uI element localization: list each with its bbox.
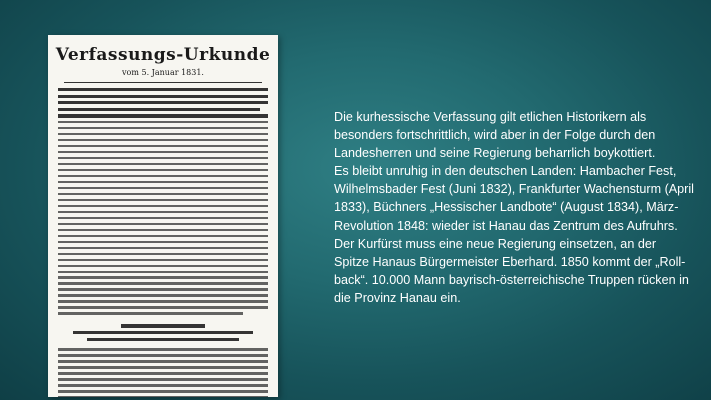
document-text-line <box>58 306 268 309</box>
document-text-line <box>58 121 268 124</box>
document-text-line <box>58 205 268 208</box>
document-text-line <box>58 163 268 166</box>
document-text-line <box>58 312 243 315</box>
document-text-line <box>58 223 268 226</box>
document-text-line <box>58 211 268 214</box>
document-heading-line <box>73 331 254 334</box>
document-text-line <box>58 88 268 91</box>
document-text-line <box>58 133 268 136</box>
document-text-line <box>58 95 268 98</box>
document-rule <box>64 82 262 83</box>
document-text-line <box>58 241 268 244</box>
document-text-line <box>58 378 268 381</box>
document-text-line <box>58 199 268 202</box>
document-text-line <box>58 181 268 184</box>
document-text-line <box>58 101 268 104</box>
document-text-line <box>58 253 268 256</box>
document-text-line <box>58 139 268 142</box>
paragraph-1: Die kurhessische Verfassung gilt etlichen Historikern als besonders fortschrittlich, wird aber in der Folge durch den Landesherren und seine Regierung beharrlich boykottiert. <box>334 110 656 161</box>
document-text-line <box>58 271 268 274</box>
document-text-line <box>58 288 268 291</box>
document-text-line <box>58 169 268 172</box>
document-text-line <box>58 193 268 196</box>
document-date: vom 5. Januar 1831. <box>122 68 204 77</box>
document-text-line <box>58 175 268 178</box>
document-title: Verfassungs-Urkunde <box>55 45 271 65</box>
document-text-line <box>58 294 268 297</box>
document-text-line <box>58 108 260 111</box>
document-text-line <box>58 348 268 351</box>
document-text-lines <box>58 88 268 397</box>
document-text-line <box>58 187 268 190</box>
document-text-line <box>58 114 268 117</box>
document-heading-line <box>121 324 205 327</box>
document-text-line <box>58 396 268 397</box>
document-text-line <box>58 259 268 262</box>
document-text-line <box>58 229 268 232</box>
document-text-line <box>58 282 268 285</box>
document-image <box>48 35 278 397</box>
document-text-line <box>58 360 268 363</box>
document-text-line <box>58 235 268 238</box>
document-text-line <box>58 366 268 369</box>
document-text-line <box>58 390 268 393</box>
document-heading-line <box>87 338 238 341</box>
document-text-line <box>58 354 268 357</box>
document-text-line <box>58 151 268 154</box>
slide-text <box>334 108 694 307</box>
document-text-line <box>58 145 268 148</box>
paragraph-2: Es bleibt unruhig in den deutschen Landen: Hambacher Fest, Wilhelmsbader Fest (Juni 1832), Frankfurter Wachensturm (April 1833), Büchners „Hessischer Landbote“ (August 1834), März-Revolution 1848: wieder ist Hanau das Zentrum des Aufruhrs. Der Kurfürst muss eine neue Regierung einsetzen, an der Spitze Hanaus Bürgermeister Eberhard. 1850 kommt der „Roll-back“. 10.000 Mann bayrisch-österreichische Truppen rücken in die Provinz Hanau ein. <box>334 164 694 305</box>
document-text-line <box>58 300 268 303</box>
document-text-line <box>58 157 268 160</box>
document-text-line <box>58 372 268 375</box>
document-text-line <box>58 276 268 279</box>
document-text-line <box>58 127 268 130</box>
document-text-line <box>58 384 268 387</box>
document-text-line <box>58 217 268 220</box>
document-text-line <box>58 265 268 268</box>
document-text-line <box>58 247 268 250</box>
